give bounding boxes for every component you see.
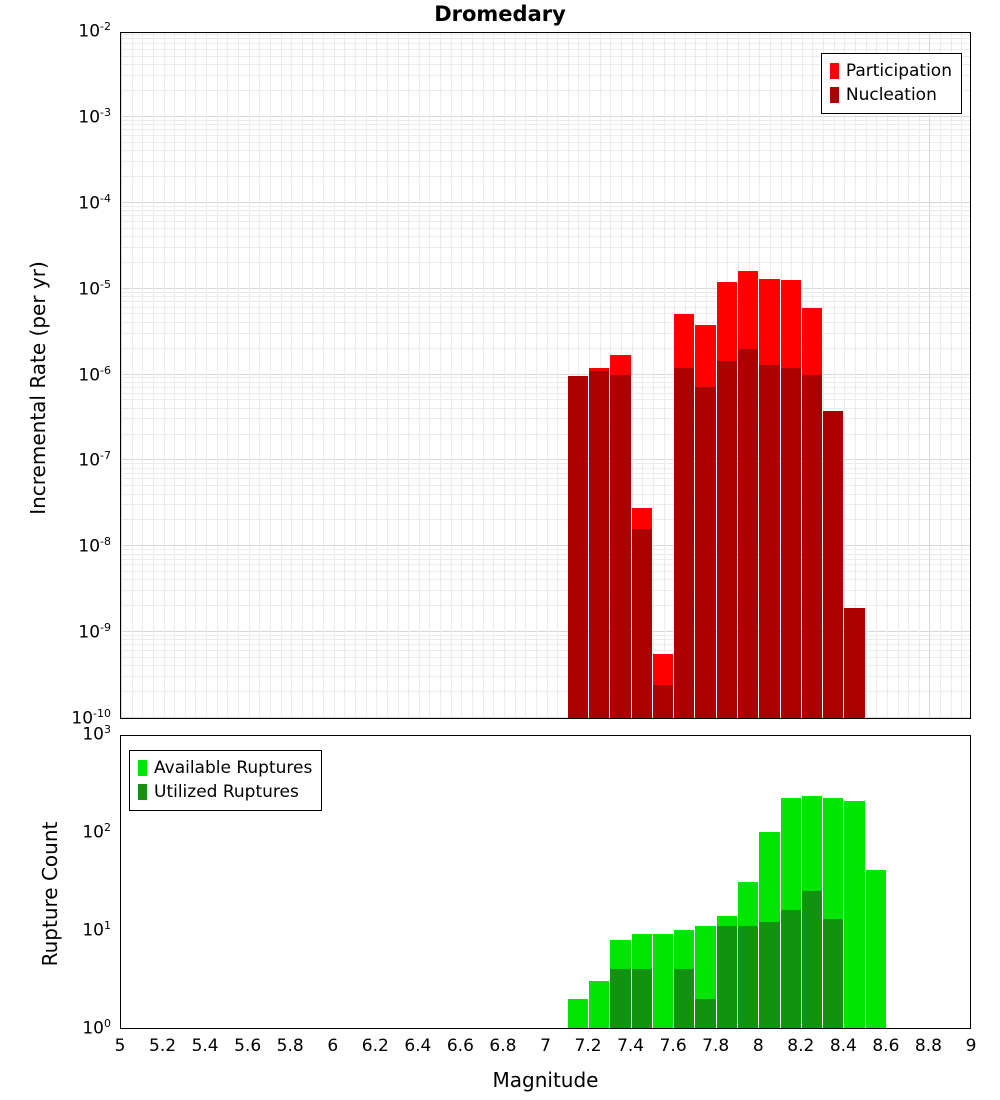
legend-bottom bbox=[129, 750, 322, 811]
bar-utilized-ruptures bbox=[632, 969, 652, 1028]
bar-nucleation bbox=[802, 375, 822, 719]
x-tick: 7.4 bbox=[617, 1036, 645, 1056]
bar-nucleation bbox=[823, 411, 843, 718]
bar-available-ruptures bbox=[866, 870, 886, 1028]
bar-available-ruptures bbox=[844, 801, 864, 1028]
y-axis-title-top: Incremental Rate (per yr) bbox=[26, 261, 50, 515]
x-tick: 7 bbox=[540, 1036, 551, 1056]
y-tick-top: $10^{-3}$ bbox=[78, 105, 111, 128]
x-tick: 6.4 bbox=[404, 1036, 432, 1056]
x-tick: 5.2 bbox=[149, 1036, 177, 1056]
bar-nucleation bbox=[695, 387, 715, 718]
page-title: Dromedary bbox=[434, 2, 566, 26]
bar-nucleation bbox=[589, 371, 609, 718]
incremental-rate-plot bbox=[120, 32, 971, 719]
bar-nucleation bbox=[738, 349, 758, 718]
x-tick: 5.8 bbox=[276, 1036, 304, 1056]
bar-nucleation bbox=[759, 365, 779, 718]
legend-swatch-nucleation bbox=[830, 87, 839, 103]
y-tick-bottom: $10^1$ bbox=[82, 919, 111, 941]
legend-item-participation bbox=[830, 59, 952, 83]
legend-label-available-ruptures: Available Ruptures bbox=[154, 758, 313, 778]
y-tick-bottom: $10^0$ bbox=[82, 1017, 111, 1039]
legend-item-available-ruptures bbox=[138, 756, 312, 780]
y-tick-top: $10^{-10}$ bbox=[71, 707, 111, 729]
bar-nucleation bbox=[610, 375, 630, 719]
x-tick: 8.8 bbox=[914, 1036, 942, 1056]
x-tick: 7.6 bbox=[659, 1036, 687, 1056]
x-tick: 6 bbox=[327, 1036, 339, 1056]
bar-nucleation bbox=[781, 368, 801, 718]
y-tick-bottom: $10^2$ bbox=[82, 821, 111, 843]
legend-top bbox=[821, 53, 962, 114]
x-tick: 8.2 bbox=[787, 1036, 815, 1056]
x-tick: 7.2 bbox=[574, 1036, 602, 1056]
legend-item-utilized-ruptures bbox=[138, 780, 312, 804]
y-tick-bottom: $10^3$ bbox=[82, 723, 111, 745]
x-axis-title: Magnitude bbox=[492, 1068, 599, 1092]
legend-label-participation: Participation bbox=[845, 61, 952, 81]
bar-nucleation bbox=[674, 368, 694, 718]
x-tick: 6.8 bbox=[489, 1036, 517, 1056]
legend-swatch-utilized-ruptures bbox=[138, 784, 147, 800]
legend-label-utilized-ruptures: Utilized Ruptures bbox=[154, 782, 299, 802]
bar-available-ruptures bbox=[653, 934, 673, 1028]
bar-nucleation bbox=[844, 608, 864, 718]
bar-utilized-ruptures bbox=[674, 969, 694, 1028]
y-tick-top: $10^{-8}$ bbox=[78, 535, 111, 557]
x-tick: 8 bbox=[752, 1036, 764, 1056]
legend-item-nucleation bbox=[830, 83, 952, 107]
bar-utilized-ruptures bbox=[695, 999, 715, 1029]
bars-top bbox=[121, 33, 970, 718]
bar-utilized-ruptures bbox=[738, 926, 758, 1028]
x-tick: 6.6 bbox=[446, 1036, 474, 1056]
bar-utilized-ruptures bbox=[802, 891, 822, 1028]
x-tick: 8.6 bbox=[872, 1036, 900, 1056]
bar-nucleation bbox=[568, 376, 588, 718]
y-tick-top: $10^{-7}$ bbox=[78, 449, 111, 472]
x-tick: 8.4 bbox=[829, 1036, 857, 1056]
rupture-count-plot bbox=[120, 735, 971, 1029]
x-tick: 9 bbox=[965, 1036, 977, 1056]
bar-nucleation bbox=[653, 685, 673, 718]
bar-nucleation bbox=[632, 529, 652, 718]
y-tick-top: $10^{-4}$ bbox=[78, 191, 111, 214]
x-tick: 5.6 bbox=[234, 1036, 262, 1056]
x-tick: 5 bbox=[114, 1036, 126, 1056]
bar-utilized-ruptures bbox=[823, 919, 843, 1028]
legend-label-nucleation: Nucleation bbox=[845, 85, 937, 105]
y-axis-title-bottom: Rupture Count bbox=[38, 821, 62, 967]
y-tick-top: $10^{-5}$ bbox=[78, 277, 111, 300]
bar-available-ruptures bbox=[589, 981, 609, 1028]
bar-utilized-ruptures bbox=[610, 969, 630, 1028]
bar-available-ruptures bbox=[568, 999, 588, 1029]
y-tick-top: $10^{-9}$ bbox=[78, 621, 111, 643]
legend-swatch-available-ruptures bbox=[138, 760, 147, 776]
legend-swatch-participation bbox=[830, 63, 839, 79]
x-tick: 7.8 bbox=[702, 1036, 730, 1056]
y-tick-top: $10^{-6}$ bbox=[78, 363, 111, 386]
bar-nucleation bbox=[717, 361, 737, 718]
x-tick: 6.2 bbox=[361, 1036, 389, 1056]
bar-utilized-ruptures bbox=[759, 922, 779, 1028]
bar-utilized-ruptures bbox=[717, 926, 737, 1028]
x-tick: 5.4 bbox=[191, 1036, 219, 1056]
y-tick-top: $10^{-2}$ bbox=[78, 20, 111, 42]
bar-utilized-ruptures bbox=[781, 910, 801, 1028]
